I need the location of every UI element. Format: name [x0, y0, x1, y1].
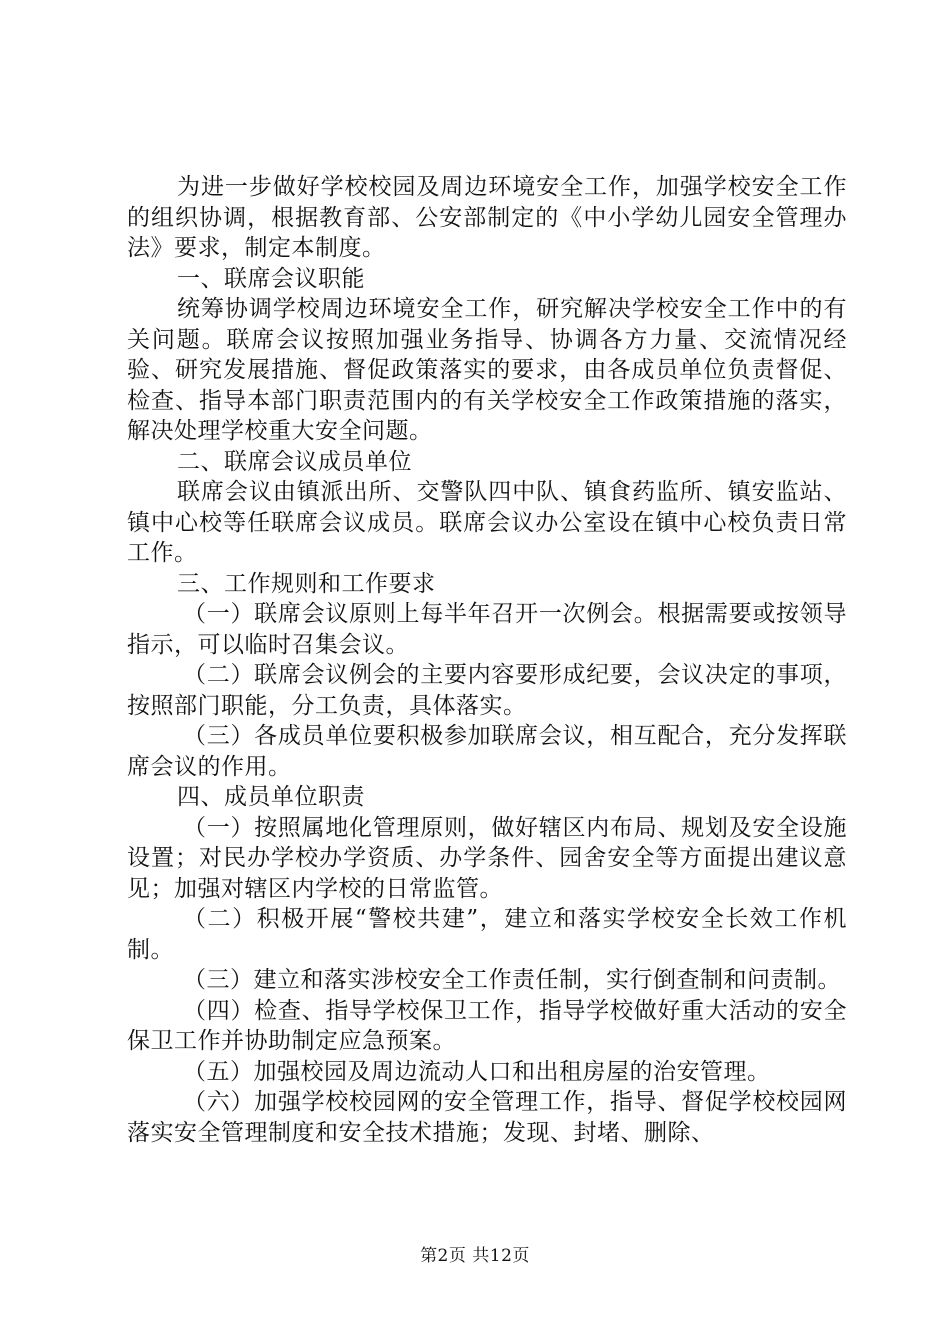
section-4-item-6: （六）加强学校校园网的安全管理工作，指导、督促学校校园网落实安全管理制度和安全技术措施；发现、封堵、删除、	[127, 1089, 847, 1146]
section-2-paragraph: 联席会议由镇派出所、交警队四中队、镇食药监所、镇安监站、镇中心校等任联席会议成员。联席会议办公室设在镇中心校负责日常工作。	[127, 479, 847, 566]
page-number-footer: 第2页 共12页	[420, 1246, 530, 1266]
intro-paragraph: 为进一步做好学校校园及周边环境安全工作，加强学校安全工作的组织协调，根据教育部、公安部制定的《中小学幼儿园安全管理办法》要求，制定本制度。	[127, 174, 847, 261]
section-4-item-3: （三）建立和落实涉校安全工作责任制，实行倒查制和问责制。	[183, 967, 841, 993]
section-4-item-4: （四）检查、指导学校保卫工作，指导学校做好重大活动的安全保卫工作并协助制定应急预案。	[127, 997, 847, 1054]
section-3-item-1: （一）联席会议原则上每半年召开一次例会。根据需要或按领导指示，可以临时召集会议。	[127, 601, 847, 658]
section-heading-4: 四、成员单位职责	[177, 784, 365, 810]
section-1-paragraph: 统筹协调学校周边环境安全工作，研究解决学校安全工作中的有关问题。联席会议按照加强业务指导、协调各方力量、交流情况经验、研究发展措施、督促政策落实的要求，由各成员单位负责督促、检查、指导本部门职责范围内的有关学校安全工作政策措施的落实，解决处理学校重大安全问题。	[127, 296, 847, 444]
section-4-item-1: （一）按照属地化管理原则，做好辖区内布局、规划及安全设施设置；对民办学校办学资质、办学条件、园舍安全等方面提出建议意见；加强对辖区内学校的日常监管。	[127, 814, 847, 902]
section-heading-2: 二、联席会议成员单位	[177, 448, 412, 475]
document-body	[127, 172, 847, 1148]
section-heading-3: 三、工作规则和工作要求	[177, 570, 436, 597]
section-4-item-2: （二）积极开展“警校共建”，建立和落实学校安全长效工作机制。	[127, 906, 847, 963]
section-3-item-3: （三）各成员单位要积极参加联席会议，相互配合，充分发挥联席会议的作用。	[127, 723, 847, 780]
section-3-item-2: （二）联席会议例会的主要内容要形成纪要，会议决定的事项，按照部门职能，分工负责，具体落实。	[127, 662, 847, 719]
section-heading-1: 一、联席会议职能	[177, 265, 365, 292]
section-4-item-5: （五）加强校园及周边流动人口和出租房屋的治安管理。	[183, 1058, 771, 1085]
